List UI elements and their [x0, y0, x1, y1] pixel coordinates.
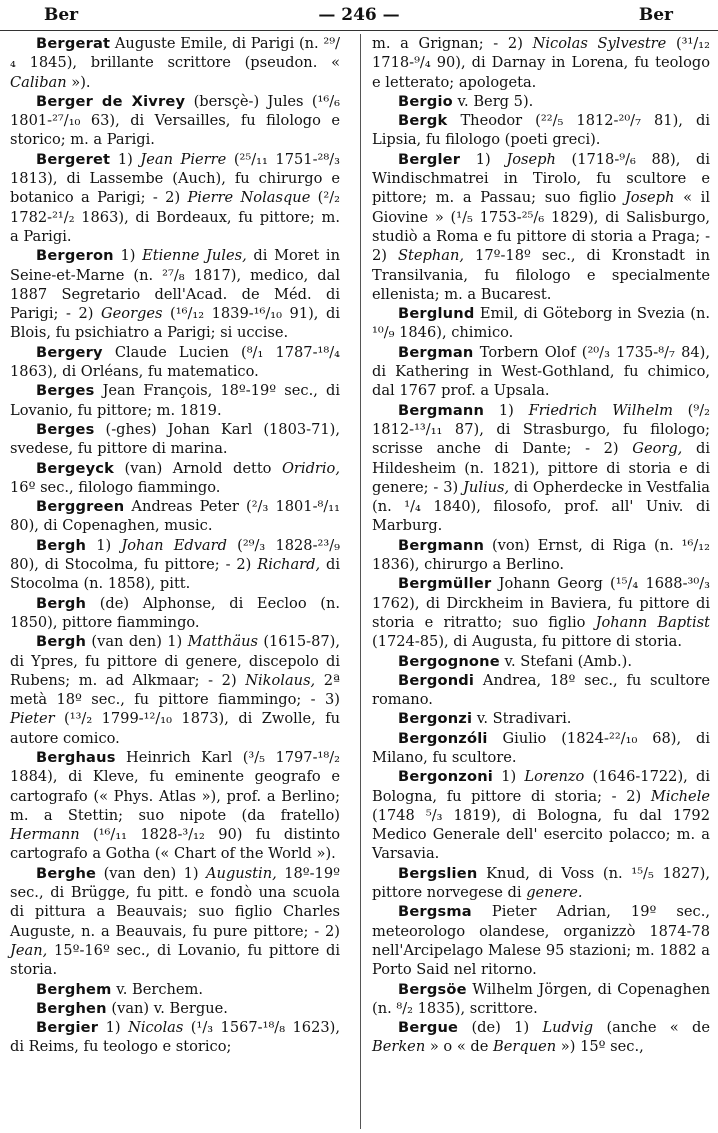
entry-text: (⁹/₂ 1812-¹³/₁₁ 87), di Strasburgo, fu filologo; scrisse anche di Dante; - 2) — [372, 401, 710, 458]
entry-italic-name: Jean Pierre — [140, 150, 227, 168]
entry-text: Johann Georg (¹⁵/₄ 1688-³⁰/₃ 1762), di Dirckheim in Baviera, fu pittore di storia e ritratto; suo figlio — [372, 575, 710, 631]
entry-text: (de) Alphonse, di Eecloo (n. 1850), pittore fiammingo. — [10, 594, 340, 631]
entry-italic-name: Friedrich Wilhelm — [528, 401, 673, 419]
entry-headword: Bergsöe — [398, 980, 467, 998]
entry-text: (¹/₃ 1567-¹⁸/₈ 1623), di Reims, fu teologo e storico; — [10, 1019, 340, 1056]
entry-headword: Berghen — [36, 999, 107, 1017]
entry-text: « il Giovine » (¹/₅ 1753-²⁵/₆ 1829), di Salisburgo, studiò a Roma e fu pittore di storia a Praga; - 2) — [372, 189, 710, 265]
entry-text: (³¹/₁₂ 1718-⁹/₄ 90), di Darnay in Lorena, fu teologo e letterato; apologeta. — [372, 35, 710, 91]
entry-text: v. Stefani (Amb.). — [499, 652, 632, 670]
entry-text: (anche « de — [593, 1019, 710, 1037]
dictionary-entry — [372, 574, 710, 651]
entry-headword: Berges — [36, 382, 95, 400]
entry-headword: Bergmüller — [398, 575, 492, 593]
dictionary-entry — [372, 304, 710, 343]
dictionary-entry — [10, 246, 340, 342]
entry-headword: Berghaus — [36, 748, 116, 766]
entry-headword: Bergsma — [398, 903, 472, 921]
entry-text: Theodor (²²/₅ 1812-²⁰/₇ 81), di Lipsia, fu filologo (poeti greci). — [372, 112, 710, 149]
right-column — [372, 34, 710, 1057]
dictionary-entry — [10, 92, 340, 150]
entry-text: v. Stradivari. — [472, 710, 572, 728]
dictionary-entry — [372, 34, 710, 92]
dictionary-entry — [372, 343, 710, 401]
entry-text: 2ª metà 18º sec., fu pittore fiammingo; - 3) — [10, 671, 340, 709]
entry-text: (de) 1) — [458, 1019, 543, 1037]
entry-text: v. Berchem. — [111, 980, 204, 998]
entry-text: Heinrich Karl (³/₅ 1797-¹⁸/₂ 1884), di Kleve, fu eminente geografo e cartografo (« Phys. Atlas »), prof. a Berlino; m. a Stettin; suo nipote (da fratello) — [10, 748, 340, 824]
dictionary-entry — [372, 1018, 710, 1057]
entry-headword: Bergeron — [36, 247, 114, 265]
entry-text: Emil, di Göteborg in Svezia (n. ¹⁰/₉ 1846), chimico. — [372, 305, 710, 342]
entry-headword: Bergh — [36, 594, 87, 612]
dictionary-entry — [10, 381, 340, 420]
dictionary-entry — [10, 594, 340, 633]
entry-italic-name: Michele — [650, 787, 710, 805]
dictionary-entry — [372, 652, 710, 671]
dictionary-entry — [372, 767, 710, 863]
entry-italic-name: Nicolas Sylvestre — [532, 35, 667, 52]
entry-italic-name: Stephan, — [398, 247, 465, 265]
dictionary-entry — [372, 864, 710, 903]
entry-text: 1) — [493, 768, 525, 786]
entry-italic-name: Pierre Nolasque — [187, 189, 311, 207]
entry-headword: Bergier — [36, 1019, 99, 1037]
entry-text: Jean François, 18º-19º sec., di Lovanio, fu pittore; m. 1819. — [10, 382, 340, 419]
entry-italic-name: Georg, — [632, 440, 683, 458]
entry-italic-name: Joseph — [506, 150, 556, 168]
entry-text: v. Berg 5). — [452, 92, 534, 110]
entry-text: (1748 ⁵/₃ 1819), di Bologna, fu dal 1792 Medico Generale dell' esercito polacco; m. a Varsavia. — [372, 806, 710, 863]
entry-text: (van den) 1) — [86, 633, 188, 651]
entry-text: 1) — [98, 1019, 129, 1037]
entry-headword: Bergh — [36, 633, 87, 651]
dictionary-entry — [10, 420, 340, 459]
entry-headword: Berghem — [36, 980, 112, 998]
entry-italic-name: Augustin, — [206, 864, 277, 882]
entry-text: (1615-87), di Ypres, fu pittore di genere, discepolo di Rubens; m. ad Alkmaar; - 2) — [10, 633, 340, 689]
entry-headword: Bergonzóli — [398, 729, 488, 747]
dictionary-entry — [372, 92, 710, 111]
entry-headword: Bergmann — [398, 536, 485, 554]
entry-headword: Bergslien — [398, 864, 478, 882]
entry-headword: Bergio — [398, 92, 453, 110]
dictionary-entry — [10, 536, 340, 594]
dictionary-entry — [10, 497, 340, 536]
dictionary-entry — [10, 150, 340, 246]
entry-text: Andrea, 18º sec., fu scultore romano. — [372, 671, 710, 709]
dictionary-entry — [10, 748, 340, 864]
entry-italic-name: Johann Baptist — [595, 613, 710, 631]
entry-text: Wilhelm Jörgen, di Copenaghen (n. ⁸/₂ 1835), scrittore. — [372, 980, 710, 1017]
entry-text: (²⁹/₃ 1828-²³/₉ 80), di Stocolma, fu pittore; - 2) — [10, 536, 340, 574]
entry-text: di Hildesheim (n. 1821), pittore di storia e di genere; - 3) — [372, 440, 710, 496]
entry-text: 18º-19º sec., di Brügge, fu pitt. e fondò una scuola di pittura a Beauvais; suo figlio Charles Auguste, n. a Beauvais, fu pure pittore; - 2) — [10, 864, 340, 940]
entry-italic-name: Joseph — [624, 189, 675, 207]
dictionary-entry — [372, 536, 710, 575]
dictionary-entry — [372, 729, 710, 768]
entry-italic-name: Julius, — [463, 478, 510, 496]
dictionary-entry — [372, 150, 710, 304]
entry-text: »). — [66, 73, 91, 91]
column-divider — [360, 34, 361, 1129]
entry-italic-name: Caliban — [10, 73, 67, 91]
entry-text: (bersçè-) Jules (¹⁶/₆ 1801-²⁷/₁₀ 63), di Versailles, fu filologo e storico; m. a Parigi. — [10, 92, 340, 149]
dictionary-entry — [372, 671, 710, 710]
entry-headword: Bergondi — [398, 671, 475, 689]
entry-text: (van) v. Bergue. — [106, 999, 228, 1017]
dictionary-entry — [10, 999, 340, 1018]
entry-italic-name: Nicolas — [128, 1019, 184, 1037]
entry-headword: Berggreen — [36, 498, 125, 516]
dictionary-entry — [10, 980, 340, 999]
entry-headword: Berglund — [398, 305, 475, 323]
dictionary-entry — [10, 459, 340, 498]
entry-text: (²/₂ 1782-²¹/₂ 1863), di Bordeaux, fu pittore; m. a Parigi. — [10, 189, 340, 245]
dictionary-entry — [372, 980, 710, 1019]
entry-headword: Bergue — [398, 1019, 459, 1037]
entry-headword: Berges — [36, 420, 95, 438]
entry-italic-name: Oridrio, — [281, 459, 340, 477]
entry-text: 15º-16º sec., di Lovanio, fu pittore di storia. — [10, 941, 340, 979]
entry-text: (-ghes) Johan Karl (1803-71), svedese, fu pittore di marina. — [10, 420, 340, 458]
entry-italic-name: Georges — [100, 305, 163, 323]
entry-headword: Bergeyck — [36, 459, 115, 477]
entry-text: (¹⁶/₁₁ 1828-³/₁₂ 90) fu distinto cartografo a Gotha (« Chart of the World »). — [10, 826, 340, 863]
dictionary-entry — [10, 34, 340, 92]
entry-headword: Bergmann — [398, 401, 485, 419]
entry-italic-name: Matthäus — [187, 633, 258, 651]
entry-text: 1) — [110, 150, 141, 168]
entry-italic-name: Etienne Jules, — [142, 247, 247, 265]
entry-headword: Bergh — [36, 536, 87, 554]
entry-text: di Stocolma (n. 1858), pitt. — [10, 556, 340, 593]
entry-text: (¹⁶/₁₂ 1839-¹⁶/₁₀ 91), di Blois, fu psichiatro a Parigi; si uccise. — [10, 305, 341, 342]
entry-italic-name: Lorenzo — [524, 768, 585, 786]
entry-italic-name: genere. — [526, 884, 583, 902]
entry-text: 1) — [86, 536, 122, 554]
dictionary-entry — [10, 632, 340, 748]
entry-headword: Bergonzi — [398, 710, 473, 728]
running-header — [0, 0, 718, 31]
left-column — [10, 34, 340, 1057]
entry-text: (¹³/₂ 1799-¹²/₁₀ 1873), di Zwolle, fu autore comico. — [10, 710, 340, 747]
entry-text: Andreas Peter (²/₃ 1801-⁸/₁₁ 80), di Copenaghen, music. — [10, 498, 340, 535]
entry-text: 1) — [460, 150, 507, 168]
entry-text: (van den) 1) — [96, 864, 206, 882]
entry-italic-name: Berken — [372, 1038, 426, 1056]
entry-text: ») 15º sec., — [556, 1038, 644, 1056]
entry-headword: Bergery — [36, 343, 103, 361]
entry-text: » o « de — [425, 1038, 494, 1056]
entry-text: Claude Lucien (⁸/₁ 1787-¹⁸/₄ 1863), di Orléans, fu matematico. — [10, 343, 340, 381]
entry-headword: Bergonzoni — [398, 768, 493, 786]
entry-text: (²⁵/₁₁ 1751-²⁸/₃ 1813), di Lassembe (Auch), fu chirurgo e botanico a Parigi; - 2) — [10, 150, 340, 207]
entry-text: 1) — [484, 401, 529, 419]
entry-headword: Bergler — [398, 150, 461, 168]
entry-headword: Berger de Xivrey — [36, 92, 186, 110]
entry-text: 16º sec., filologo fiammingo. — [10, 478, 221, 496]
header-left-guideword: Ber — [44, 5, 79, 25]
entry-text: (1718-⁹/₆ 88), di Windischmatrei in Tirolo, fu scultore e pittore; m. a Passau; suo figlio — [372, 150, 710, 207]
entry-text: di Opherdecke in Vestfalia (n. ¹/₄ 1840), filosofo, prof. all' Univ. di Marburg. — [372, 478, 710, 535]
dictionary-entry — [372, 709, 710, 728]
entry-text: 17º-18º sec., di Kronstadt in Transilvania, fu filologo e specialmente ellenista; m. a Bucarest. — [372, 247, 711, 303]
entry-italic-name: Johan Edvard — [121, 536, 227, 554]
entry-text: (von) Ernst, di Riga (n. ¹⁶/₁₂ 1836), chirurgo a Berlino. — [372, 536, 710, 574]
entry-text: Knud, di Voss (n. ¹⁵/₅ 1827), pittore norvegese di — [372, 864, 710, 902]
entry-italic-name: Richard, — [257, 556, 321, 574]
entry-headword: Berghe — [36, 864, 97, 882]
entry-text: di Moret in Seine-et-Marne (n. ²⁷/₈ 1817), medico, dal 1887 Segretario dell'Acad. de Méd. di Parigi; - 2) — [10, 247, 341, 323]
entry-italic-name: Pieter — [10, 710, 55, 728]
entry-italic-name: Berquen — [493, 1038, 557, 1056]
page-number: — 246 — — [318, 5, 400, 25]
dictionary-entry — [372, 902, 710, 979]
entry-headword: Bergk — [398, 112, 448, 130]
entry-italic-name: Ludvig — [542, 1019, 594, 1037]
entry-text: 1) — [113, 247, 143, 265]
entry-text: (van) Arnold detto — [114, 459, 282, 477]
entry-text: (1646-1722), di Bologna, fu pittore di storia; - 2) — [372, 768, 710, 805]
entry-headword: Bergman — [398, 343, 474, 361]
entry-italic-name: Jean, — [10, 941, 48, 959]
entry-italic-name: Hermann — [10, 826, 80, 844]
dictionary-entry — [10, 1018, 340, 1057]
entry-text: Pieter Adrian, 19º sec., meteorologo olandese, organizzò 1874-78 nell'Arcipelago Malese 95 stazioni; m. 1882 a Porto Said nel ritorno. — [372, 903, 710, 979]
dictionary-entry — [372, 111, 710, 150]
entry-text: Giulio (1824-²²/₁₀ 68), di Milano, fu scultore. — [372, 729, 710, 766]
dictionary-entry — [10, 343, 340, 382]
entry-headword: Bergerat — [36, 35, 111, 52]
header-right-guideword: Ber — [638, 5, 673, 25]
entry-headword: Bergognone — [398, 652, 500, 670]
entry-text: Torbern Olof (²⁰/₃ 1735-⁸/₇ 84), di Kathering in West-Gothland, fu chimico, dal 1767 prof. a Upsala. — [372, 343, 710, 400]
entry-text: (1724-85), di Augusta, fu pittore di storia. — [372, 633, 682, 651]
entry-headword: Bergeret — [36, 150, 111, 168]
entry-text: m. a Grignan; - 2) — [372, 35, 533, 52]
dictionary-entry — [372, 401, 710, 536]
dictionary-entry — [10, 864, 340, 980]
entry-italic-name: Nikolaus, — [245, 671, 316, 689]
entry-text: Auguste Emile, di Parigi (n. ²⁹/₄ 1845), brillante scrittore (pseudon. « — [10, 35, 340, 72]
